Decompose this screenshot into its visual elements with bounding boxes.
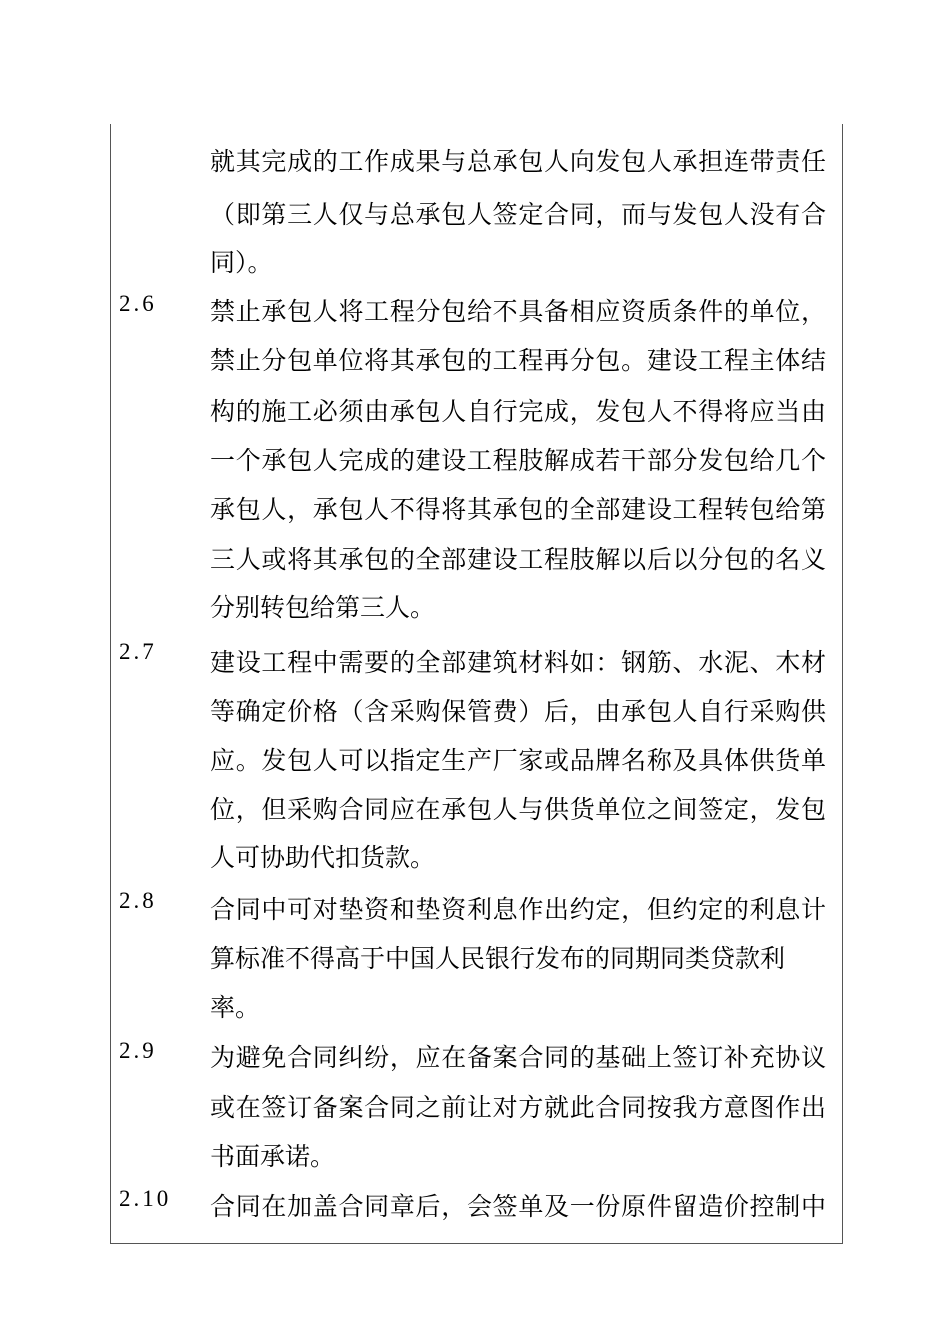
clause-number-2-8: 2.8 <box>119 888 157 913</box>
clause-2-7-line-5: 人可协助代扣货款。 <box>210 843 436 872</box>
clause-2-6-line-5: 承包人，承包人不得将其承包的全部建设工程转包给第 <box>210 495 826 524</box>
clause-2-7-line-2: 等确定价格（含采购保管费）后，由承包人自行采购供 <box>210 697 826 726</box>
clause-2-7-line-3: 应。发包人可以指定生产厂家或品牌名称及具体供货单 <box>210 746 826 775</box>
clause-2-8-line-2: 算标准不得高于中国人民银行发布的同期同类贷款利 <box>210 944 786 973</box>
clause-2-6-line-6: 三人或将其承包的全部建设工程肢解以后以分包的名义 <box>210 545 826 574</box>
clause-2-9-line-1: 为避免合同纠纷，应在备案合同的基础上签订补充协议 <box>210 1043 826 1072</box>
clause-2-10-line-1: 合同在加盖合同章后，会签单及一份原件留造价控制中 <box>210 1192 826 1221</box>
table-border <box>110 124 843 1244</box>
clause-2-7-line-4: 位，但采购合同应在承包人与供货单位之间签定，发包 <box>210 795 826 824</box>
continuation-line-3: 同）。 <box>210 248 273 277</box>
clause-2-6-line-7: 分别转包给第三人。 <box>210 593 436 622</box>
clause-number-2-6: 2.6 <box>119 291 157 316</box>
clause-2-6-line-2: 禁止分包单位将其承包的工程再分包。建设工程主体结 <box>210 346 826 375</box>
clause-2-9-line-2: 或在签订备案合同之前让对方就此合同按我方意图作出 <box>210 1093 826 1122</box>
clause-number-2-7: 2.7 <box>119 639 157 664</box>
clause-2-6-line-3: 构的施工必须由承包人自行完成，发包人不得将应当由 <box>210 397 826 426</box>
clause-2-8-line-3: 率。 <box>210 993 261 1022</box>
clause-2-7-line-1: 建设工程中需要的全部建筑材料如：钢筋、水泥、木材 <box>210 648 826 677</box>
continuation-line-1: 就其完成的工作成果与总承包人向发包人承担连带责任 <box>210 147 826 176</box>
clause-number-2-9: 2.9 <box>119 1038 157 1063</box>
continuation-line-2: （即第三人仅与总承包人签定合同，而与发包人没有合 <box>210 200 826 229</box>
clause-2-9-line-3: 书面承诺。 <box>210 1142 336 1171</box>
clause-2-8-line-1: 合同中可对垫资和垫资利息作出约定，但约定的利息计 <box>210 895 826 924</box>
clause-number-2-10: 2.10 <box>119 1186 172 1211</box>
clause-2-6-line-1: 禁止承包人将工程分包给不具备相应资质条件的单位， <box>210 297 826 326</box>
clause-2-6-line-4: 一个承包人完成的建设工程肢解成若干部分发包给几个 <box>210 446 826 475</box>
